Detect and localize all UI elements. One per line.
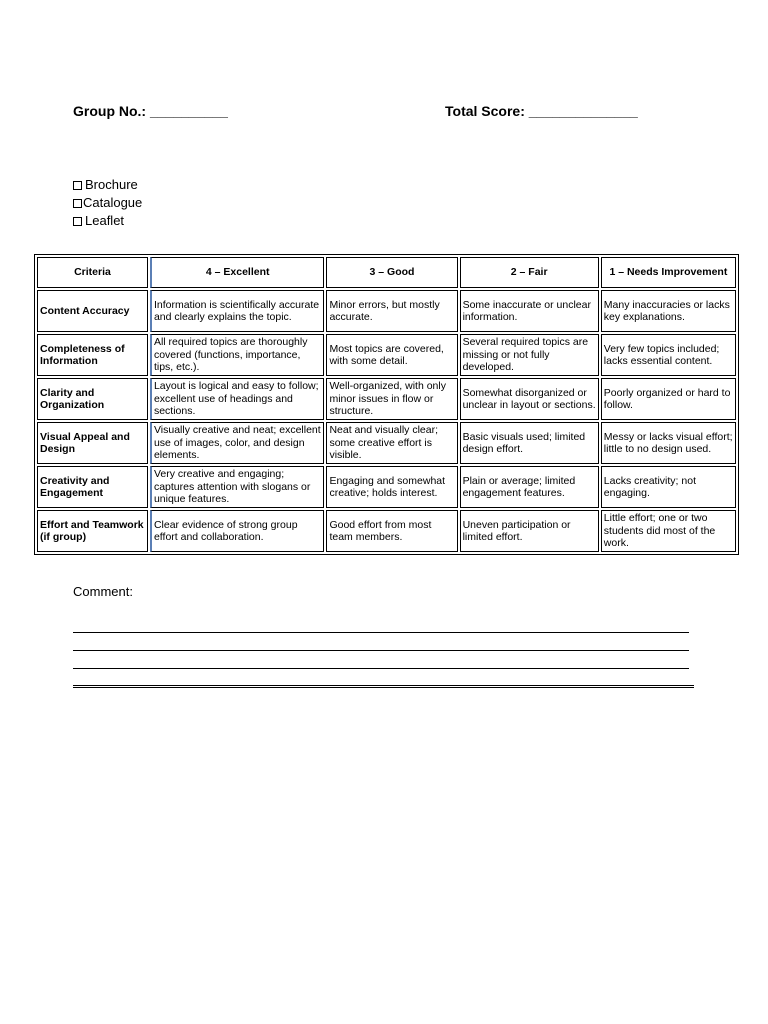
header-good: 3 – Good xyxy=(326,257,457,288)
table-row xyxy=(37,378,736,420)
good-cell: Well-organized, with only minor issues in flow or structure. xyxy=(326,378,457,420)
option-catalogue[interactable] xyxy=(73,194,142,212)
comment-label: Comment: xyxy=(73,584,133,599)
table-header-row xyxy=(37,257,736,288)
criteria-cell: Creativity and Engagement xyxy=(37,466,148,508)
total-score-label: Total Score: xyxy=(445,103,525,119)
fair-cell: Basic visuals used; limited design effort. xyxy=(460,422,599,464)
group-number-field xyxy=(73,103,228,119)
fair-cell: Plain or average; limited engagement features. xyxy=(460,466,599,508)
fair-cell: Somewhat disorganized or unclear in layout or sections. xyxy=(460,378,599,420)
group-number-blank[interactable]: __________ xyxy=(150,103,228,119)
needs-improvement-cell: Lacks creativity; not engaging. xyxy=(601,466,736,508)
checkbox-icon[interactable] xyxy=(73,217,82,226)
excellent-cell: Visually creative and neat; excellent use of images, color, and design elements. xyxy=(150,422,325,464)
comment-line[interactable] xyxy=(73,650,689,651)
needs-improvement-cell: Very few topics included; lacks essential content. xyxy=(601,334,736,376)
option-label: Brochure xyxy=(85,177,138,192)
table-row xyxy=(37,466,736,508)
good-cell: Most topics are covered, with some detail. xyxy=(326,334,457,376)
group-number-label: Group No.: xyxy=(73,103,147,119)
table-row xyxy=(37,290,736,332)
total-score-field xyxy=(445,103,638,119)
table-row xyxy=(37,510,736,552)
criteria-cell: Effort and Teamwork (if group) xyxy=(37,510,148,552)
header-criteria: Criteria xyxy=(37,257,148,288)
excellent-cell: All required topics are thoroughly covered (functions, importance, tips, etc.). xyxy=(150,334,325,376)
excellent-cell: Clear evidence of strong group effort and collaboration. xyxy=(150,510,325,552)
good-cell: Good effort from most team members. xyxy=(326,510,457,552)
option-leaflet[interactable] xyxy=(73,212,142,230)
good-cell: Minor errors, but mostly accurate. xyxy=(326,290,457,332)
header-needs-improvement: 1 – Needs Improvement xyxy=(601,257,736,288)
comment-line[interactable] xyxy=(73,632,689,633)
fair-cell: Uneven participation or limited effort. xyxy=(460,510,599,552)
header-excellent: 4 – Excellent xyxy=(150,257,325,288)
header-fair: 2 – Fair xyxy=(460,257,599,288)
checkbox-icon[interactable] xyxy=(73,181,82,190)
total-score-blank[interactable]: ______________ xyxy=(528,103,638,119)
needs-improvement-cell: Messy or lacks visual effort; little to no design used. xyxy=(601,422,736,464)
format-options xyxy=(73,176,142,230)
needs-improvement-cell: Little effort; one or two students did most of the work. xyxy=(601,510,736,552)
needs-improvement-cell: Many inaccuracies or lacks key explanations. xyxy=(601,290,736,332)
option-label: Catalogue xyxy=(83,195,143,210)
needs-improvement-cell: Poorly organized or hard to follow. xyxy=(601,378,736,420)
criteria-cell: Completeness of Information xyxy=(37,334,148,376)
excellent-cell: Very creative and engaging; captures attention with slogans or unique features. xyxy=(150,466,325,508)
table-row xyxy=(37,334,736,376)
excellent-cell: Layout is logical and easy to follow; excellent use of headings and sections. xyxy=(150,378,325,420)
comment-line[interactable] xyxy=(73,685,694,688)
criteria-cell: Clarity and Organization xyxy=(37,378,148,420)
checkbox-icon[interactable] xyxy=(73,199,82,208)
good-cell: Engaging and somewhat creative; holds interest. xyxy=(326,466,457,508)
criteria-cell: Visual Appeal and Design xyxy=(37,422,148,464)
good-cell: Neat and visually clear; some creative effort is visible. xyxy=(326,422,457,464)
criteria-cell: Content Accuracy xyxy=(37,290,148,332)
option-brochure[interactable] xyxy=(73,176,142,194)
fair-cell: Some inaccurate or unclear information. xyxy=(460,290,599,332)
option-label: Leaflet xyxy=(85,213,125,228)
table-row xyxy=(37,422,736,464)
fair-cell: Several required topics are missing or not fully developed. xyxy=(460,334,599,376)
comment-line[interactable] xyxy=(73,668,689,669)
rubric-table xyxy=(34,254,739,555)
excellent-cell: Information is scientifically accurate and clearly explains the topic. xyxy=(150,290,325,332)
